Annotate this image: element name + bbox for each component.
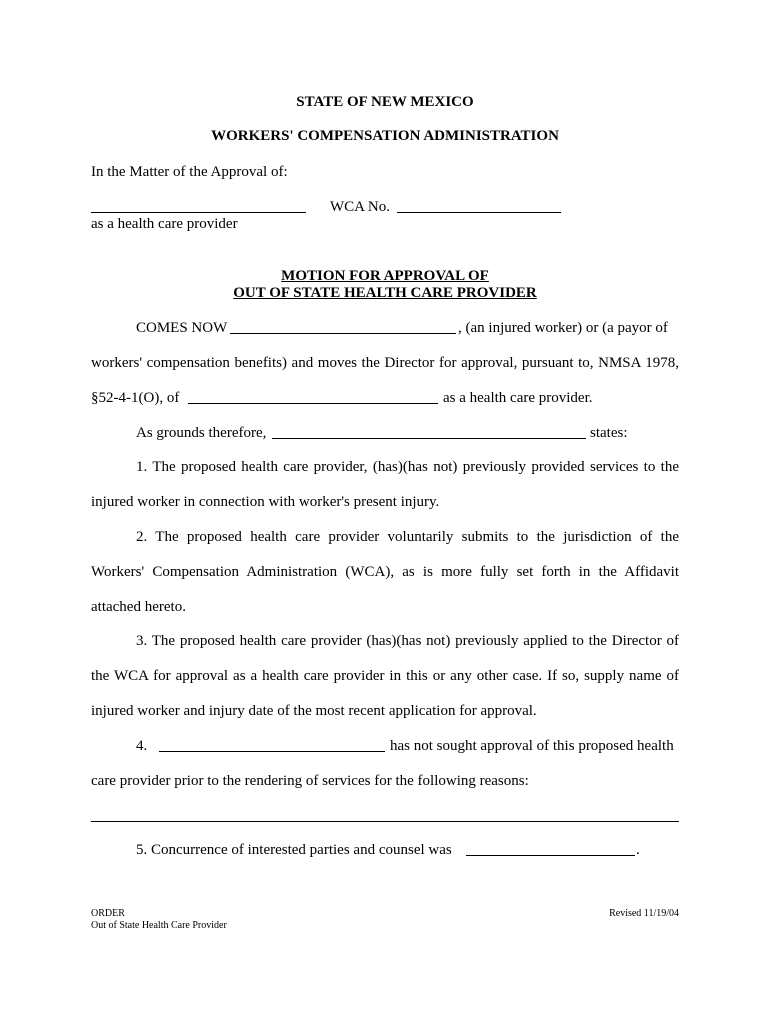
- comes-now-text: COMES NOW: [136, 320, 228, 336]
- p3-line3: injured worker and injury date of the most recent application for approval.: [91, 703, 537, 719]
- wca-no-blank[interactable]: [397, 212, 561, 213]
- footer-revised: Revised 11/19/04: [609, 908, 679, 919]
- provider-line: as a health care provider: [91, 216, 238, 232]
- motion-title-line2: OUT OF STATE HEALTH CARE PROVIDER: [233, 285, 537, 301]
- footer-order: ORDER: [91, 908, 125, 919]
- p2-line2: Workers' Compensation Administration (WCA), as is more fully set forth in the Affidavit: [91, 564, 679, 580]
- grounds-start: As grounds therefore,: [136, 425, 267, 441]
- footer-form-name: Out of State Health Care Provider: [91, 920, 227, 931]
- body-line3-end: as a health care provider.: [443, 390, 593, 406]
- p4-party-blank[interactable]: [159, 751, 385, 752]
- grounds-blank[interactable]: [272, 438, 586, 439]
- body-line2: workers' compensation benefits) and moves the Director for approval, pursuant to, NMSA 1978,: [91, 355, 679, 371]
- wca-no-label: WCA No.: [330, 199, 390, 215]
- motion-title-line1: MOTION FOR APPROVAL OF: [281, 268, 489, 284]
- comes-now-blank[interactable]: [230, 333, 456, 334]
- p5-start: 5. Concurrence of interested parties and counsel was: [136, 842, 452, 858]
- grounds-end: states:: [590, 425, 628, 441]
- comes-now-rest: , (an injured worker) or (a payor of: [458, 320, 668, 336]
- p3-line2: the WCA for approval as a health care provider in this or any other case. If so, supply name of: [91, 668, 679, 684]
- reasons-blank[interactable]: [91, 821, 679, 822]
- agency-heading: WORKERS' COMPENSATION ADMINISTRATION: [211, 128, 559, 144]
- provider-of-blank[interactable]: [188, 403, 438, 404]
- provider-name-blank[interactable]: [91, 212, 306, 213]
- p4-rest: has not sought approval of this proposed health: [390, 738, 674, 754]
- p1-line1: 1. The proposed health care provider, (has)(has not) previously provided services to the: [136, 459, 679, 475]
- p3-line1: 3. The proposed health care provider (has)(has not) previously applied to the Director of: [136, 633, 679, 649]
- body-line3-start: §52-4-1(O), of: [91, 390, 180, 406]
- state-heading: STATE OF NEW MEXICO: [296, 94, 474, 110]
- p2-line1: 2. The proposed health care provider voluntarily submits to the jurisdiction of the: [136, 529, 679, 545]
- matter-caption: In the Matter of the Approval of:: [91, 164, 288, 180]
- p2-line3: attached hereto.: [91, 599, 186, 615]
- concurrence-blank[interactable]: [466, 855, 635, 856]
- p4-number: 4.: [136, 738, 148, 754]
- p4-line2: care provider prior to the rendering of services for the following reasons:: [91, 773, 529, 789]
- p5-end: .: [636, 842, 640, 858]
- p1-line2: injured worker in connection with worker's present injury.: [91, 494, 440, 510]
